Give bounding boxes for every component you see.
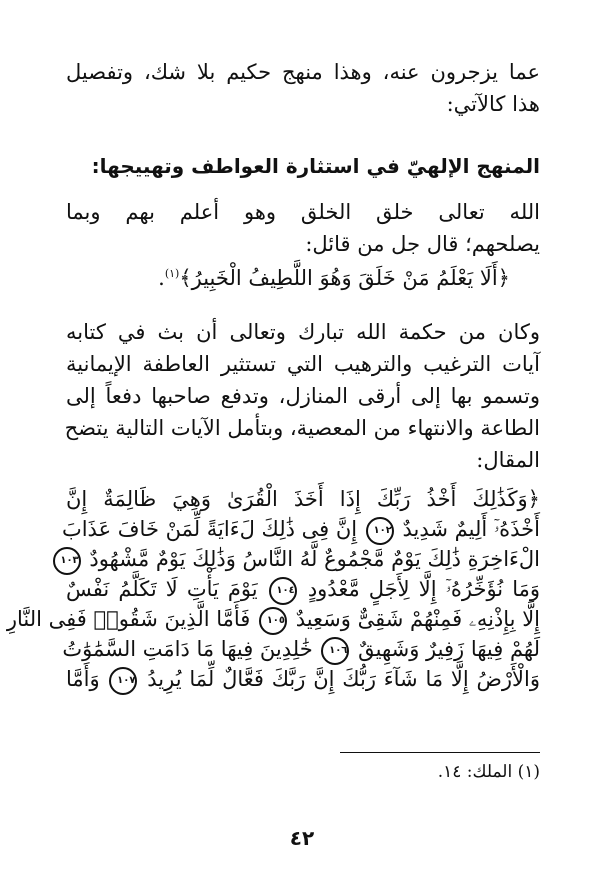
ayah-number-icon: ١٠٢	[366, 517, 394, 545]
ayah-number-icon: ١٠٥	[259, 607, 287, 635]
ayah-number-icon: ١٠٧	[109, 667, 137, 695]
quran-text: وَأَمَّا	[66, 667, 100, 691]
verse-quote	[66, 262, 540, 294]
quran-text: لَهُمْ فِيهَا زَفِيرٌ وَشَهِيقٌ	[358, 637, 540, 661]
quran-line	[66, 664, 540, 694]
text-line: آيات الترغيب والترهيب التي تستثير العاطفة الإيمانية	[66, 352, 540, 376]
quran-text: إِنَّ فِى ذَٰلِكَ لَءَايَةً لِّمَنْ خَافَ عَذَابَ	[61, 517, 358, 541]
quran-text: فَأَمَّا الَّذِينَ شَقُوا۟ فَفِى النَّارِ	[6, 607, 251, 631]
quran-verse-line	[66, 262, 540, 294]
intro-paragraph	[66, 56, 540, 120]
quran-line	[66, 574, 540, 604]
quran-text: خَٰلِدِينَ فِيهَا مَا دَامَتِ السَّمَٰوَٰتُ	[62, 637, 313, 661]
text-line: المقال:	[476, 448, 540, 472]
quran-text: وَمَا نُؤَخِّرُهُۥٓ إِلَّا لِأَجَلٍ مَّعْدُودٍ	[307, 577, 541, 601]
text-line: هذا كالآتي:	[446, 92, 540, 116]
text-line: عما يزجرون عنه، وهذا منهج حكيم بلا شك، وتفصيل	[66, 60, 540, 84]
quran-text: الْءَاخِرَةِ ذَٰلِكَ يَوْمٌ مَّجْمُوعٌ لَّهُ النَّاسُ وَذَٰلِكَ يَوْمٌ مَّشْهُودٌ	[89, 547, 540, 571]
quran-verse: ﴿أَلَا يَعْلَمُ مَنْ خَلَقَ وَهُوَ اللَّطِيفُ الْخَبِيرُ﴾	[179, 266, 510, 290]
quran-line	[6, 604, 540, 634]
text-line: وكان من حكمة الله تبارك وتعالى أن بث في كتابه	[66, 320, 540, 344]
quran-text: وَالْأَرْضُ إِلَّا مَا شَآءَ رَبُّكَ إِنَّ رَبَّكَ فَعَّالٌ لِّمَا يُرِيدُ	[147, 667, 540, 691]
quran-text: ﴿وَكَذَٰلِكَ أَخْذُ رَبِّكَ إِذَا أَخَذَ الْقُرَىٰ وَهِيَ ظَالِمَةٌ إِنَّ	[66, 487, 540, 511]
quran-text: إِلَّا بِإِذْنِهِۦ فَمِنْهُمْ شَقِىٌّ وَسَعِيدٌ	[295, 607, 540, 631]
footnote: (١) الملك: ١٤.	[437, 762, 540, 782]
quran-line	[66, 484, 540, 514]
text-line: الله تعالى خلق الخلق وهو أعلم بهم وبما	[66, 200, 540, 224]
footnote-marker: (١)	[164, 267, 180, 280]
quran-line	[62, 634, 540, 664]
quran-line	[60, 544, 540, 574]
quran-text: يَوْمَ يَأْتِ لَا تَكَلَّمُ نَفْسٌ	[66, 577, 258, 601]
quran-passage	[6, 484, 541, 694]
quran-line	[61, 514, 540, 544]
page-number: ٤٢	[289, 826, 315, 850]
text-line: وتسمو بها إلى أرقى المنازل، وتدفع صاحبها دفعاً إلى	[66, 384, 540, 408]
text-line: يصلحهم؛ قال جل من قائل:	[305, 232, 540, 256]
ayah-number-icon: ١٠٦	[321, 637, 349, 665]
footnote-divider	[340, 752, 540, 753]
paragraph-1	[66, 196, 540, 260]
section-heading: المنهج الإلهيّ في استثارة العواطف وتهييجها:	[91, 154, 540, 178]
quran-text: أَخْذَهُۥٓ أَلِيمٌ شَدِيدٌ	[402, 517, 540, 541]
ayah-number-icon: ١٠٤	[269, 577, 297, 605]
ayah-number-icon: ١٠٣	[53, 547, 81, 575]
paragraph-2	[66, 316, 540, 476]
verse-end-punctuation: .	[158, 266, 165, 290]
text-line: الطاعة والانتهاء من المعصية، وبتأمل الآيات التالية يتضح	[64, 416, 540, 440]
